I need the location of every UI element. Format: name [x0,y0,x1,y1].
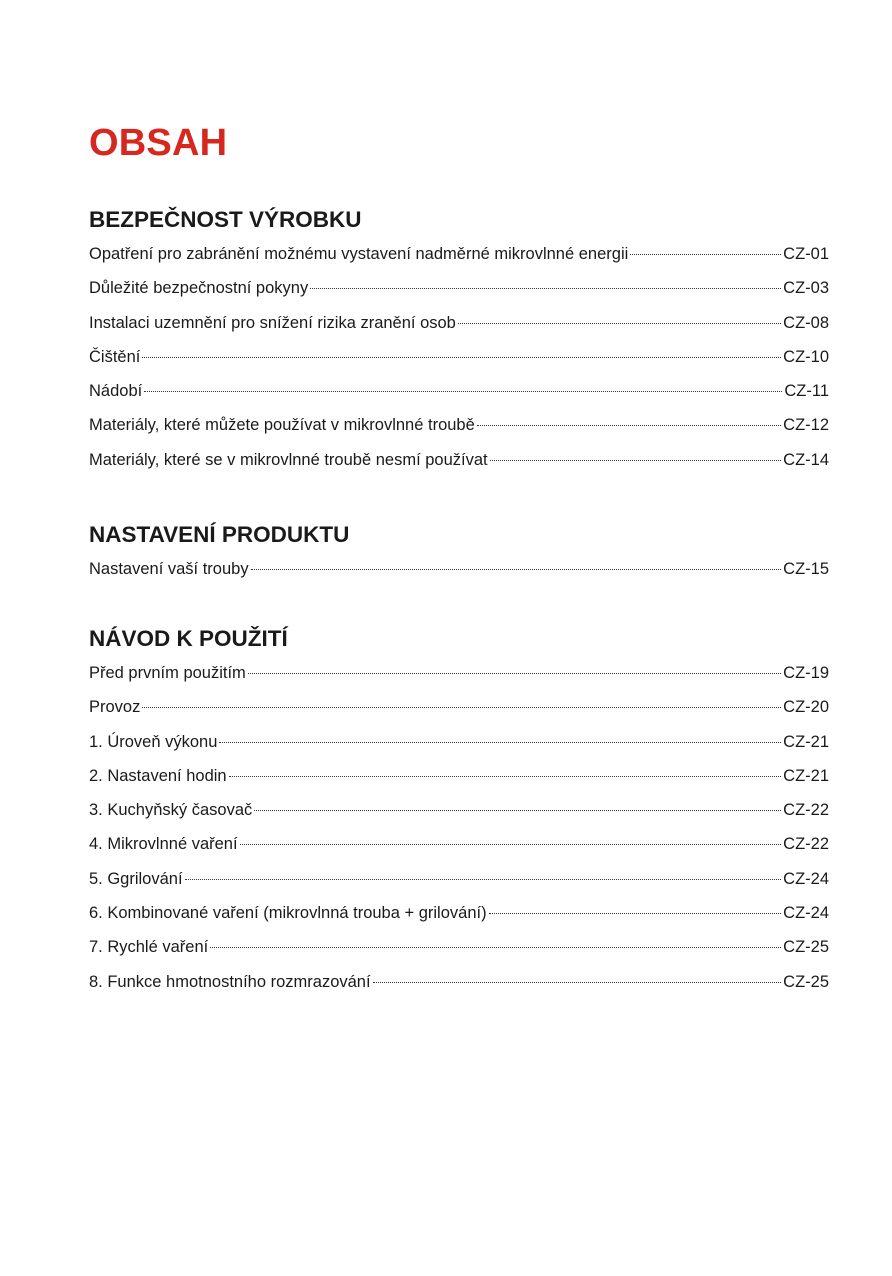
toc-entry-label: 7. Rychlé vaření [89,938,209,957]
section-product-safety [89,203,829,477]
section-heading: NASTAVENÍ PRODUKTU [89,522,350,547]
toc-entry-page: CZ-21 [783,732,829,751]
toc-entry-label: Materiály, které můžete používat v mikrovlnné troubě [89,416,475,435]
toc-entry-page: CZ-08 [783,313,829,332]
toc-list [89,656,829,999]
toc-entry[interactable] [89,237,829,271]
toc-entry[interactable] [89,965,829,999]
toc-entry-label: Instalaci uzemnění pro snížení rizika zranění osob [89,313,456,332]
toc-entry[interactable] [89,552,829,586]
toc-entry-label: Důležité bezpečnostní pokyny [89,279,309,298]
dot-leader [630,254,781,255]
dot-leader [477,425,781,426]
toc-entry-page: CZ-22 [783,835,829,854]
toc-entry[interactable] [89,725,829,759]
toc-entry-page: CZ-24 [783,904,829,923]
dot-leader [310,288,781,289]
toc-entry[interactable] [89,930,829,964]
dot-leader [248,673,781,674]
toc-entry[interactable] [89,656,829,690]
section-heading: NÁVOD K POUŽITÍ [89,626,288,651]
dot-leader [240,844,782,845]
toc-entry-page: CZ-14 [783,450,829,469]
dot-leader [144,391,782,392]
toc-entry-page: CZ-25 [783,938,829,957]
toc-entry-page: CZ-10 [783,347,829,366]
section-usage-instructions [89,622,829,999]
dot-leader [251,569,782,570]
dot-leader [458,323,781,324]
toc-entry-label: 8. Funkce hmotnostního rozmrazování [89,972,371,991]
toc-entry-page: CZ-19 [783,664,829,682]
dot-leader [210,947,781,948]
toc-entry[interactable] [89,759,829,793]
toc-entry[interactable] [89,306,829,340]
toc-entry[interactable] [89,340,829,374]
dot-leader [142,357,781,358]
dot-leader [229,776,782,777]
toc-entry-label: 3. Kuchyňský časovač [89,801,253,820]
toc-entry-label: Nádobí [89,382,143,401]
toc-entry-page: CZ-15 [783,560,829,578]
toc-list [89,237,829,477]
toc-entry-label: Nastavení vaší trouby [89,560,249,578]
toc-entry-label: Materiály, které se v mikrovlnné troubě nesmí používat [89,450,488,469]
toc-entry-label: 2. Nastavení hodin [89,766,227,785]
toc-entry-page: CZ-25 [783,972,829,991]
dot-leader [219,742,781,743]
toc-entry-label: 4. Mikrovlnné vaření [89,835,238,854]
toc-entry-page: CZ-20 [783,698,829,717]
toc-entry-page: CZ-11 [784,382,829,401]
toc-entry-label: 6. Kombinované vaření (mikrovlnná trouba + grilování) [89,904,487,923]
toc-entry[interactable] [89,862,829,896]
toc-entry[interactable] [89,896,829,930]
toc-entry[interactable] [89,443,829,477]
toc-entry[interactable] [89,690,829,724]
section-product-setup [89,518,829,586]
toc-list [89,552,829,586]
toc-entry-page: CZ-01 [783,245,829,263]
toc-entry-page: CZ-22 [783,801,829,820]
dot-leader [373,982,782,983]
toc-entry[interactable] [89,374,829,408]
toc-entry-label: Před prvním použitím [89,664,246,682]
toc-entry[interactable] [89,793,829,827]
toc-entry-label: Čištění [89,347,141,366]
dot-leader [490,460,782,461]
section-heading: BEZPEČNOST VÝROBKU [89,207,362,232]
dot-leader [254,810,781,811]
toc-entry[interactable] [89,827,829,861]
toc-entry-label: 1. Úroveň výkonu [89,732,218,751]
dot-leader [185,879,782,880]
toc-entry-page: CZ-24 [783,869,829,888]
toc-entry[interactable] [89,271,829,305]
toc-entry-label: 5. Ggrilování [89,869,183,888]
toc-entry-page: CZ-12 [783,416,829,435]
page-title: OBSAH [89,122,228,164]
toc-entry-label: Opatření pro zabránění možnému vystavení nadměrné mikrovlnné energii [89,245,629,263]
dot-leader [489,913,782,914]
toc-entry-page: CZ-21 [783,766,829,785]
toc-entry[interactable] [89,408,829,442]
toc-entry-label: Provoz [89,698,141,717]
dot-leader [142,707,781,708]
toc-entry-page: CZ-03 [783,279,829,298]
